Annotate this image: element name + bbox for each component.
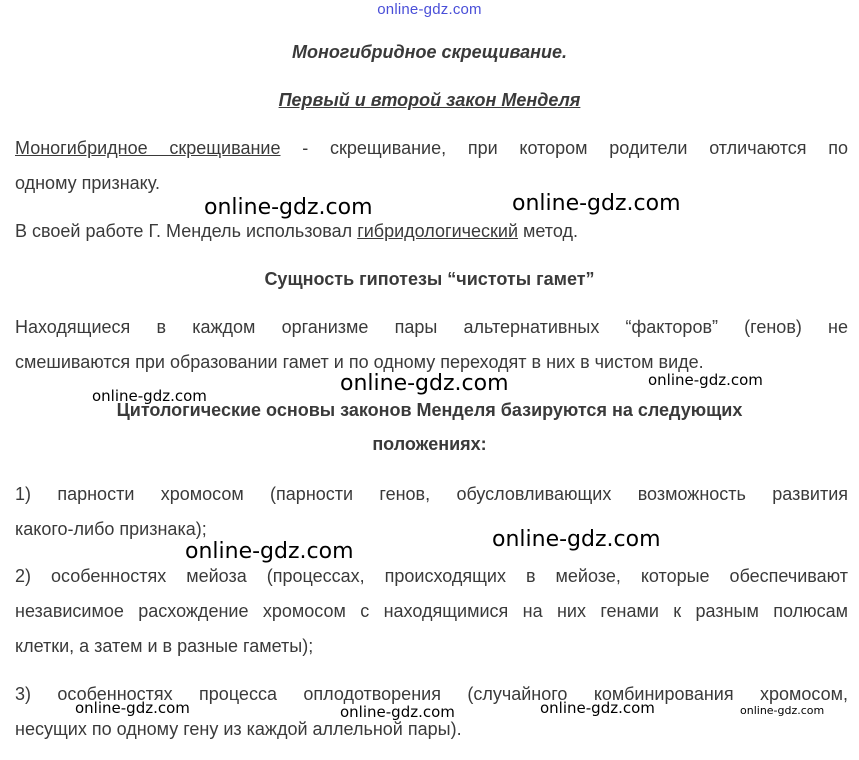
list-item-1 [15, 477, 848, 547]
cytology-heading-line-2: положениях: [372, 434, 487, 454]
list-item-2 [15, 559, 848, 664]
purity-line-1: Находящиеся в каждом организме пары альтернативных “факторов” (генов) не [15, 317, 848, 337]
purity-heading: Сущность гипотезы “чистоты гамет” [264, 269, 595, 289]
watermark: online-gdz.com [648, 371, 763, 389]
definition-text: - скрещивание, при котором родители отличаются по [280, 138, 848, 158]
purity-paragraph [15, 310, 848, 380]
document-subtitle: Первый и второй закон Менделя [278, 90, 581, 110]
watermark: online-gdz.com [740, 704, 825, 717]
method-text-before: В своей работе Г. Мендель использовал [15, 221, 358, 241]
watermark: online-gdz.com [340, 703, 455, 721]
definition-paragraph [15, 131, 848, 201]
item3-line-2: несущих по одному гену из каждой аллельной пары). [15, 719, 462, 739]
definition-line-2: одному признаку. [15, 173, 160, 193]
definition-line-1 [15, 131, 848, 166]
watermark: online-gdz.com [492, 527, 661, 552]
item2-line-2: независимое расхождение хромосом с находящимися на них генами к разным полюсам [15, 601, 848, 621]
purity-line-2: смешиваются при образовании гамет и по одному переходят в них в чистом виде. [15, 352, 704, 372]
item1-line-2: какого-либо признака); [15, 519, 207, 539]
cytology-heading-line-1: Цитологические основы законов Менделя базируются на следующих [116, 400, 743, 420]
watermark: online-gdz.com [512, 191, 681, 216]
method-term: гибридологический [357, 221, 519, 241]
item1-line-1: 1) парности хромосом (парности генов, обусловливающих возможность развития [15, 484, 848, 504]
method-line [15, 214, 848, 249]
watermark: online-gdz.com [185, 539, 354, 564]
top-watermark: online-gdz.com [377, 1, 482, 18]
method-text-after: метод. [518, 221, 578, 241]
method-paragraph [15, 214, 848, 249]
watermark: online-gdz.com [340, 371, 509, 396]
item3-line-1: 3) особенностях процесса оплодотворения (случайного комбинирования хромосом, [15, 684, 848, 704]
watermark: online-gdz.com [204, 195, 373, 220]
watermark: online-gdz.com [540, 699, 655, 717]
item2-line-1: 2) особенностях мейоза (процессах, происходящих в мейозе, которые обеспечивают [15, 566, 848, 586]
definition-term: Моногибридное скрещивание [15, 138, 281, 158]
item2-line-3: клетки, а затем и в разные гаметы); [15, 636, 314, 656]
watermark: online-gdz.com [75, 699, 190, 717]
document-title: Моногибридное скрещивание. [291, 42, 568, 62]
watermark: online-gdz.com [92, 387, 207, 405]
